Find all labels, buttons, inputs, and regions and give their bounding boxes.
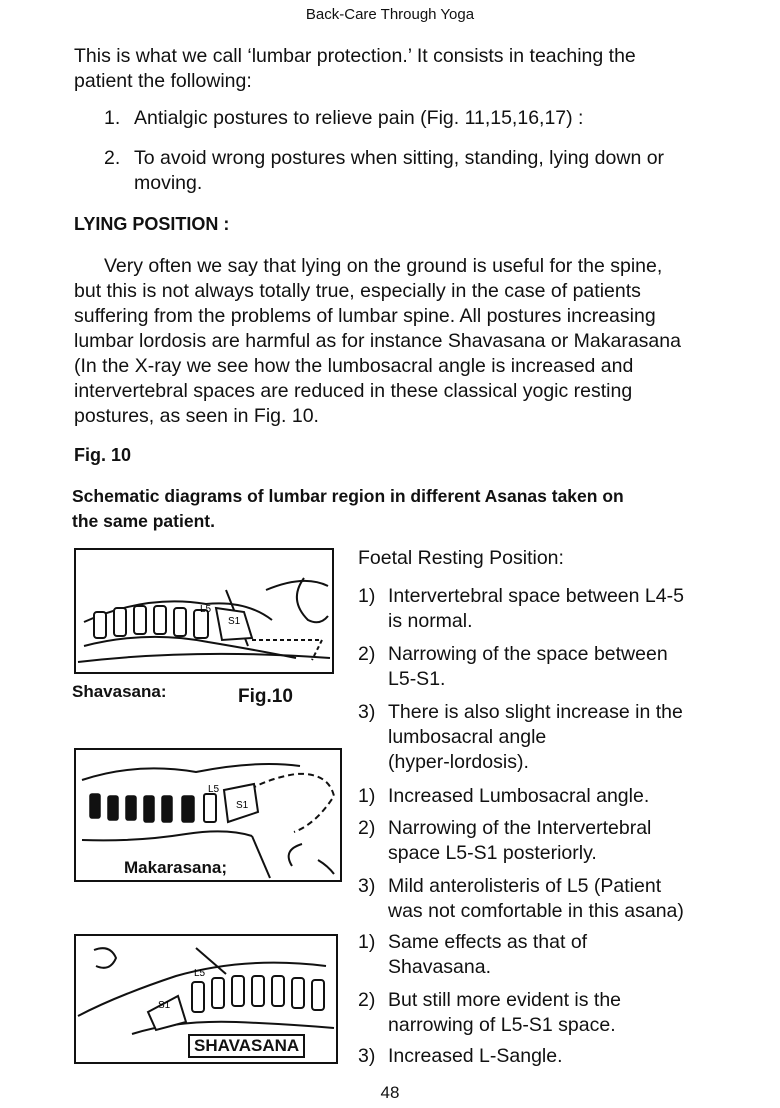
- item-number: 1): [358, 785, 376, 807]
- item-text: There is also slight increase in the: [388, 701, 683, 723]
- body-line: lumbar lordosis are harmful as for instance Shavasana or Makarasana: [74, 330, 681, 352]
- body-line: (In the X-ray we see how the lumbosacral angle is increased and: [74, 355, 634, 377]
- item-text: But still more evident is the: [388, 989, 622, 1011]
- item-text: (hyper-lordosis).: [388, 751, 529, 773]
- shavasana-diagram-2: [74, 934, 338, 1064]
- intro-line: patient the following:: [74, 70, 252, 92]
- body-line: but this is not always totally true, especially in the case of patients: [74, 280, 641, 302]
- item-text: Increased L-Sangle.: [388, 1045, 563, 1067]
- item-number: 3): [358, 1045, 376, 1067]
- spine-sketch: [76, 550, 332, 672]
- observation-item: [358, 930, 648, 980]
- body-paragraph: [74, 254, 710, 429]
- body-line: postures, as seen in Fig. 10.: [74, 405, 319, 427]
- list-item: [104, 146, 710, 196]
- diagram-label: Shavasana:: [72, 682, 167, 701]
- observation-item: [358, 1044, 718, 1069]
- vertebra-label: S1: [228, 616, 241, 627]
- item-text: Intervertebral space between L4-5: [388, 585, 684, 607]
- vertebra-label: L5: [208, 784, 220, 795]
- item-number: 3): [358, 875, 376, 897]
- observation-item: [358, 642, 718, 692]
- figure-label: Fig. 10: [74, 445, 132, 465]
- item-text: space L5-S1 posteriorly.: [388, 842, 597, 864]
- item-text: narrowing of L5-S1 space.: [388, 1014, 616, 1036]
- body-line: suffering from the problems of lumbar spine. All postures increasing: [74, 305, 656, 327]
- list-text: moving.: [134, 172, 203, 194]
- body-line: Very often we say that lying on the ground is useful for the spine,: [104, 255, 663, 277]
- intro-line: This is what we call ‘lumbar protection.’ It consists in teaching the: [74, 45, 636, 67]
- observation-item: [358, 700, 718, 775]
- item-text: L5-S1.: [388, 668, 446, 690]
- diagram-label: SHAVASANA: [188, 1034, 305, 1058]
- observation-item: [358, 584, 718, 634]
- item-text: Mild anterolisteris of L5 (Patient: [388, 875, 662, 897]
- item-number: 1): [358, 931, 376, 953]
- item-number: 3): [358, 701, 376, 723]
- diagram-label: Makarasana;: [124, 858, 228, 877]
- list-text: Antialgic postures to relieve pain (Fig. 11,15,16,17) :: [134, 107, 584, 129]
- item-text: Shavasana.: [388, 956, 491, 978]
- item-text: was not comfortable in this asana): [388, 900, 684, 922]
- running-head: Back-Care Through Yoga: [305, 6, 475, 23]
- caption-line: the same patient.: [72, 511, 215, 531]
- item-text: Narrowing of the Intervertebral: [388, 817, 652, 839]
- observation-item: [358, 816, 718, 866]
- item-text: is normal.: [388, 610, 473, 632]
- observation-item: [358, 874, 728, 924]
- vertebra-label: S1: [236, 800, 249, 811]
- list-item: [104, 106, 710, 131]
- list-number: 1.: [104, 107, 121, 129]
- item-number: 2): [358, 989, 376, 1011]
- section-heading: LYING POSITION :: [74, 214, 230, 234]
- caption-line: Schematic diagrams of lumbar region in different Asanas taken on: [72, 486, 624, 506]
- list-number: 2.: [104, 147, 121, 169]
- observation-item: [358, 988, 672, 1038]
- item-number: 1): [358, 585, 376, 607]
- figure-caption: [72, 484, 710, 534]
- makarasana-diagram: [74, 748, 342, 882]
- item-text: Increased Lumbosacral angle.: [388, 785, 650, 807]
- item-text: Same effects as that of: [388, 931, 588, 953]
- body-line: intervertebral spaces are reduced in these classical yogic resting: [74, 380, 633, 402]
- item-text: lumbosacral angle: [388, 726, 547, 748]
- item-number: 2): [358, 817, 376, 839]
- intro-paragraph: [74, 44, 710, 94]
- page-number: 48: [380, 1083, 400, 1102]
- observations-title: Foetal Resting Position:: [358, 547, 564, 569]
- shavasana-diagram: [74, 548, 334, 674]
- observation-item: [358, 784, 718, 809]
- item-text: Narrowing of the space between: [388, 643, 668, 665]
- vertebra-label: L5: [200, 604, 212, 615]
- list-text: To avoid wrong postures when sitting, standing, lying down or: [134, 147, 665, 169]
- figure-tag: Fig.10: [238, 686, 293, 707]
- item-number: 2): [358, 643, 376, 665]
- vertebra-label: S1: [158, 1000, 171, 1011]
- vertebra-label: L5: [194, 968, 206, 979]
